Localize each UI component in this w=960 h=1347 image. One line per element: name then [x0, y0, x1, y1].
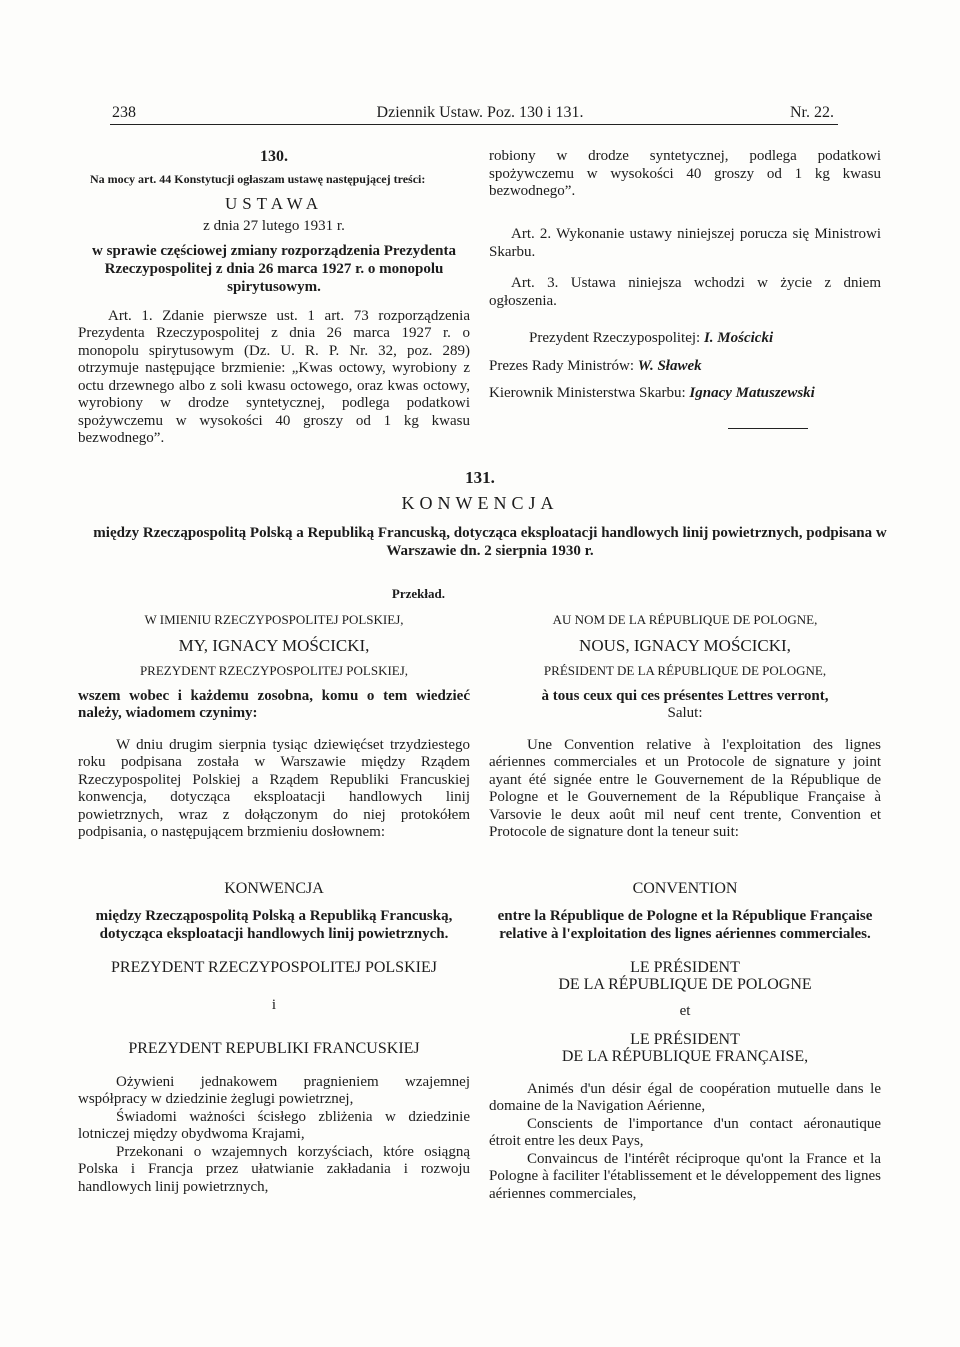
french-party-1-line-1: LE PRÉSIDENT: [630, 959, 740, 976]
french-party-2-line-1: LE PRÉSIDENT: [630, 1030, 740, 1048]
polish-party-1: PREZYDENT RZECZYPOSPOLITEJ POLSKIEJ: [111, 959, 437, 976]
signature-treasury-name: Ignacy Matuszewski: [689, 385, 815, 401]
french-recital-1: Animés d'un désir égal de coopération mutuelle dans le domaine de la Navigation Aérienne,: [489, 1080, 881, 1114]
french-recital-3: Convaincus de l'intérêt réciproque qu'ont la France et la Pologne à faciliter l'établissement et le développement des lignes aériennes commerciales,: [489, 1150, 881, 1202]
item-131-number: 131.: [465, 468, 495, 487]
french-salut: Salut:: [667, 705, 703, 721]
polish-convention-title: KONWENCJA: [224, 879, 324, 897]
signature-prime-minister-label: Prezes Rady Ministrów:: [489, 357, 634, 374]
signature-prime-minister-name: W. Sławek: [637, 357, 702, 374]
item-130-left-column: [78, 148, 470, 446]
act-subject: w sprawie częściowej zmiany rozporządzenia Prezydenta Rzeczypospolitej z dnia 26 marca 1927 r. o monopolu spirytusowym.: [92, 242, 456, 295]
article-1-continuation: [489, 148, 881, 202]
french-recital-2: Conscients de l'importance d'un contact aéronautique étroit entre les deux Pays,: [489, 1115, 881, 1149]
french-convention-subtitle: entre la République de Pologne et la République Française relative à l'exploitation des lignes aériennes commerciales.: [497, 908, 873, 942]
french-party-2: [489, 1031, 881, 1065]
polish-column: [78, 611, 470, 1196]
item-130-preamble: Na mocy art. 44 Konstytucji ogłaszam ustawę następującej treści:: [90, 171, 426, 186]
french-notice: à tous ceux qui ces présentes Lettres verront,: [541, 687, 829, 704]
polish-president-title: PREZYDENT RZECZYPOSPOLITEJ POLSKIEJ,: [139, 663, 409, 678]
act-title: USTAWA: [224, 193, 324, 213]
french-party-2-line-2: DE LA RÉPUBLIQUE FRANÇAISE,: [561, 1047, 809, 1065]
article-1: Art. 1. Zdanie pierwsze ust. 1 art. 73 rozporządzenia Prezydenta Rzeczypospolitej z dnia 26 marca 1927 r. o monopolu spirytusowym (Dz. U. R. P. Nr. 32, poz. 289) otrzymuje następujące brzmienie: „Kwas octowy, wyrobiony z octu drzewnego albo z soli kwasu octowego, oraz kwas octowy, wyrobiony w drodze syntetycznej, podlega podatkowi spożywczemu w wysokości 40 groszy od 1 kg kwasu bezwodnego”.: [78, 307, 470, 446]
issue-number: Nr. 22.: [790, 104, 834, 121]
item-130-number: 130.: [260, 148, 288, 165]
polish-conjunction: i: [271, 996, 277, 1013]
french-president-title: PRÉSIDENT DE LA RÉPUBLIQUE DE POLOGNE,: [543, 663, 827, 678]
signature-president-name: I. Mościcki: [703, 330, 774, 346]
french-party-1: [489, 959, 881, 993]
french-president-name: NOUS, IGNACY MOŚCICKI,: [579, 635, 791, 655]
section-divider: [728, 428, 808, 429]
act-date: z dnia 27 lutego 1931 r.: [203, 218, 345, 234]
polish-recital-1: Ożywieni jednakowem pragnieniem wzajemnej współpracy w dziedzinie żeglugi powietrznej,: [78, 1073, 470, 1107]
french-column: [489, 611, 881, 1203]
french-invocation: AU NOM DE LA RÉPUBLIQUE DE POLOGNE,: [552, 612, 818, 627]
polish-recital-3: Przekonani o wzajemnych korzyściach, które osiągną Polska i Francja przez ułatwianie zakładania i rozwoju handlowych linij powietrznych,: [78, 1143, 470, 1195]
convention-subtitle: między Rzecząpospolitą Polską a Republiką Francuską, dotycząca eksploatacji handlowych linij powietrznych, podpisana w Warszawie dn. 2 sierpnia 1930 r.: [93, 525, 887, 559]
french-party-1-line-2: DE LA RÉPUBLIQUE DE POLOGNE: [558, 976, 812, 993]
polish-intro-paragraph: W dniu drugim sierpnia tysiąc dziewięćset trzydziestego roku podpisana została w Warszawie między Rządem Rzeczypospolitej Polskiej a Rządem Republiki Francuskiej konwencja, dotycząca eksploatacji handlowych linij powietrznych, wraz z dołączonym do niej protokółem podpisania, o następującem brzmieniu dosłownem:: [78, 736, 470, 840]
item-130-right-column: [489, 226, 881, 403]
signature-treasury-label: Kierownik Ministerstwa Skarbu:: [489, 385, 686, 401]
polish-president-name: MY, IGNACY MOŚCICKI,: [178, 635, 370, 655]
signature-president-label: Prezydent Rzeczypospolitej:: [529, 330, 701, 346]
header-rule: [110, 124, 838, 125]
polish-convention-subtitle: między Rzecząpospolitą Polską a Republiką Francuską, dotycząca eksploatacji handlowych linij powietrznych.: [95, 908, 453, 942]
polish-party-2: PREZYDENT REPUBLIKI FRANCUSKIEJ: [128, 1040, 420, 1057]
polish-recital-2: Świadomi ważności ścisłego zbliżenia w dziedzinie lotniczej między obydwoma Krajami,: [78, 1108, 470, 1142]
signature-prime-minister: [489, 358, 881, 376]
convention-title: KONWENCJA: [401, 493, 559, 513]
french-intro-paragraph: Une Convention relative à l'exploitation des lignes aériennes commerciales et un Protocole de signature y joint ayant été signée entre le Gouvernement de la République de Pologne et le Gouvernement de la République Française à Varsovie le deux août mil neuf cent trente, Convention et Protocole de signature dont la teneur suit:: [489, 736, 881, 840]
signature-president: [489, 330, 881, 348]
article-1-tail: robiony w drodze syntetycznej, podlega podatkowi spożywczemu w wysokości 40 groszy od 1 kg kwasu bezwodnego”.: [489, 148, 881, 199]
page-number: 238: [112, 104, 136, 121]
signature-treasury: [489, 385, 881, 403]
polish-invocation: W IMIENIU RZECZYPOSPOLITEJ POLSKIEJ,: [144, 612, 404, 627]
article-2: Art. 2. Wykonanie ustawy niniejszej porucza się Ministrowi Skarbu.: [489, 226, 881, 260]
translation-note: Przekład.: [391, 586, 445, 601]
journal-title: Dziennik Ustaw. Poz. 130 i 131.: [376, 104, 584, 121]
french-convention-title: CONVENTION: [632, 879, 738, 897]
article-3: Art. 3. Ustawa niniejsza wchodzi w życie z dniem ogłoszenia.: [489, 275, 881, 309]
polish-notice: wszem wobec i każdemu zosobna, komu o tem wiedzieć należy, wiadomem czynimy:: [78, 687, 470, 721]
french-conjunction: et: [679, 1003, 691, 1019]
